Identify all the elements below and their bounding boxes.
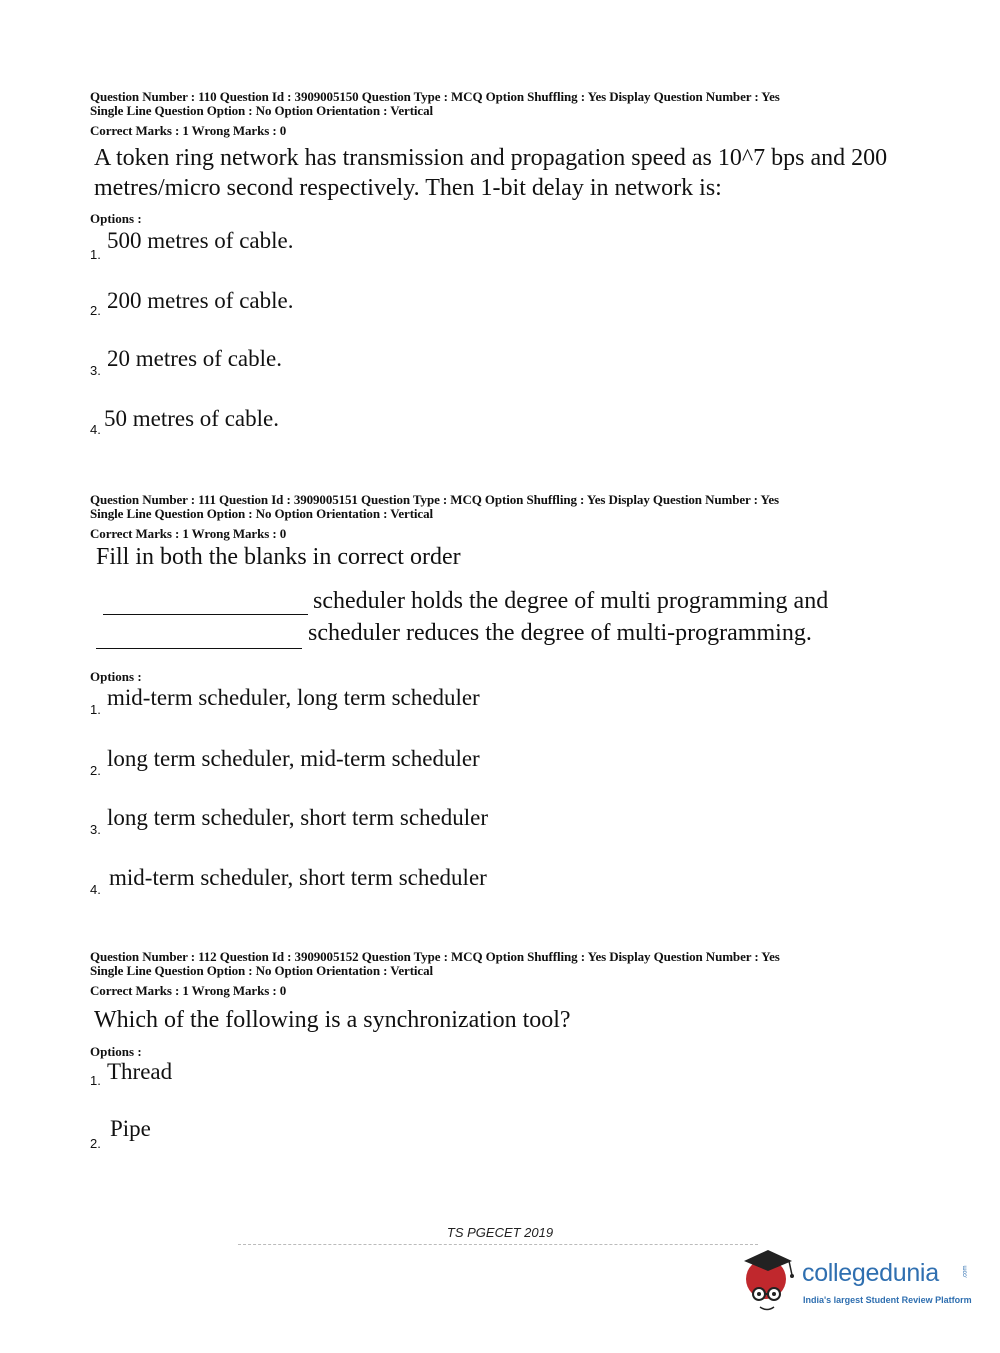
question-meta-line: Question Number : 111 Question Id : 3909005151 Question Type : MCQ Option Shuffling : Yes Display Question Number : Yes: [90, 492, 779, 507]
option-text: 500 metres of cable.: [107, 228, 294, 253]
question-meta-line: Single Line Question Option : No Option Orientation : Vertical: [90, 963, 434, 978]
question-text: metres/micro second respectively. Then 1-bit delay in network is:: [94, 175, 722, 201]
option-text: mid-term scheduler, short term scheduler: [109, 865, 487, 890]
option-number: 2.: [90, 763, 101, 778]
blank-sentence: scheduler holds the degree of multi programming and: [313, 588, 829, 614]
question-meta-line: Question Number : 110 Question Id : 3909005150 Question Type : MCQ Option Shuffling : Yes Display Question Number : Yes: [90, 89, 780, 104]
option-number: 1.: [90, 247, 101, 262]
question-text: Which of the following is a synchronization tool?: [94, 1007, 571, 1033]
option-text: 200 metres of cable.: [107, 288, 294, 313]
brand-name: collegedunia: [802, 1259, 939, 1287]
blank-sentence: scheduler reduces the degree of multi-programming.: [308, 620, 812, 646]
question-text: Fill in both the blanks in correct order: [96, 544, 461, 570]
answer-blank: [96, 648, 302, 649]
option-number: 4.: [90, 422, 101, 437]
option-number: 3.: [90, 363, 101, 378]
option-number: 3.: [90, 822, 101, 837]
question-marks: Correct Marks : 1 Wrong Marks : 0: [90, 123, 287, 138]
option-text: mid-term scheduler, long term scheduler: [107, 685, 480, 710]
brand-suffix: .com: [962, 1265, 969, 1279]
options-label: Options :: [90, 1044, 142, 1059]
question-meta-line: Question Number : 112 Question Id : 3909005152 Question Type : MCQ Option Shuffling : Yes Display Question Number : Yes: [90, 949, 780, 964]
footer-divider: [238, 1244, 758, 1247]
option-text: 20 metres of cable.: [107, 346, 282, 371]
option-number: 2.: [90, 303, 101, 318]
option-text: 50 metres of cable.: [104, 406, 279, 431]
question-marks: Correct Marks : 1 Wrong Marks : 0: [90, 526, 287, 541]
options-label: Options :: [90, 211, 142, 226]
option-number: 1.: [90, 702, 101, 717]
collegedunia-logo[interactable]: [740, 1245, 980, 1315]
options-label: Options :: [90, 669, 142, 684]
mascot-icon: [740, 1245, 802, 1315]
option-number: 4.: [90, 882, 101, 897]
question-text: A token ring network has transmission and propagation speed as 10^7 bps and 200: [94, 145, 888, 171]
option-number: 2.: [90, 1136, 101, 1151]
option-text: Thread: [107, 1059, 173, 1084]
question-meta-line: Single Line Question Option : No Option Orientation : Vertical: [90, 506, 434, 521]
option-number: 1.: [90, 1073, 101, 1088]
answer-blank: [103, 614, 308, 615]
question-marks: Correct Marks : 1 Wrong Marks : 0: [90, 983, 287, 998]
option-text: long term scheduler, mid-term scheduler: [107, 746, 480, 771]
exam-footer: TS PGECET 2019: [446, 1225, 554, 1240]
question-meta-line: Single Line Question Option : No Option Orientation : Vertical: [90, 103, 434, 118]
option-text: long term scheduler, short term scheduler: [107, 805, 489, 830]
brand-tagline: India's largest Student Review Platform: [803, 1295, 972, 1305]
option-text: Pipe: [110, 1116, 151, 1141]
